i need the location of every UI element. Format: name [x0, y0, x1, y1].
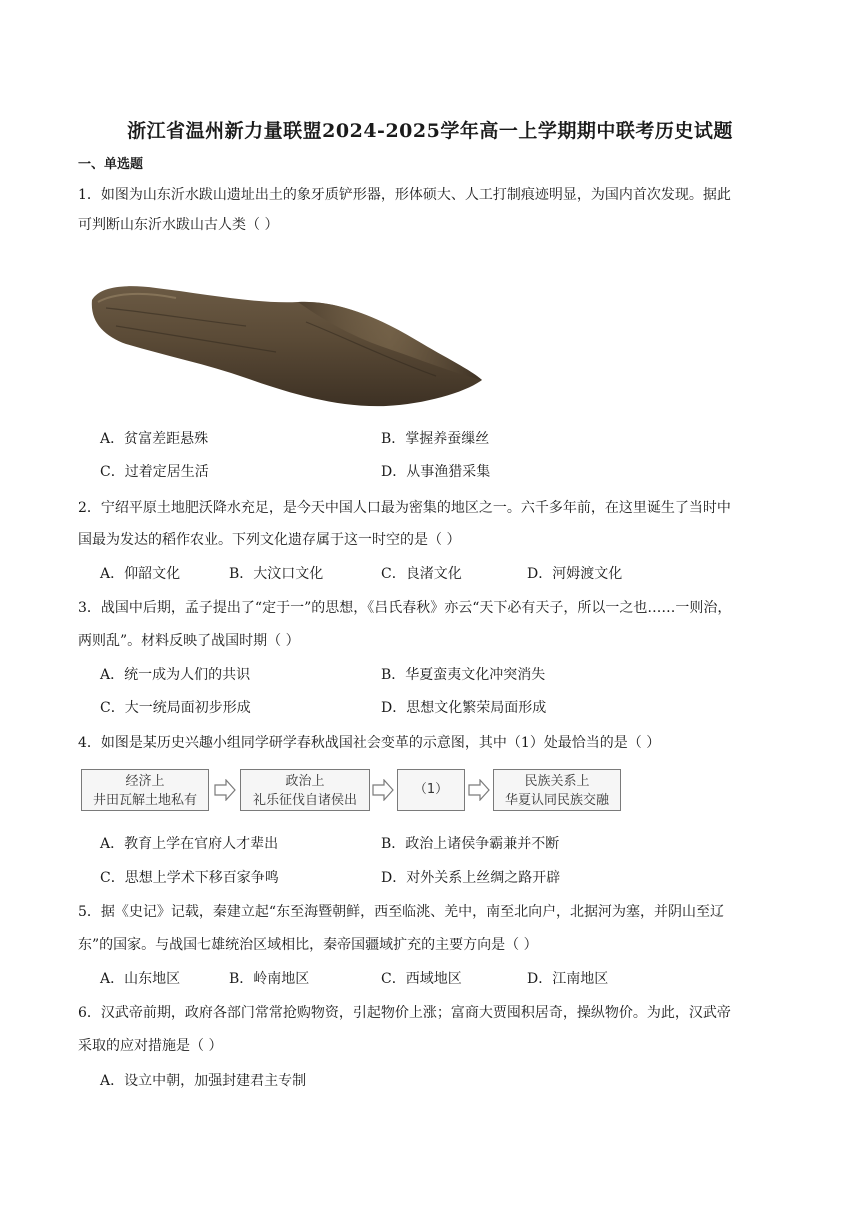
- q1-option-d: D．从事渔猎采集: [381, 464, 491, 480]
- q4-stem-line1: 4．如图是某历史兴趣小组同学研学春秋战国社会变革的示意图，其中（1）处最恰当的是（ ）: [78, 735, 661, 751]
- q4-option-c: C．思想上学术下移百家争鸣: [100, 870, 279, 886]
- q1-option-b: B．掌握养蚕缫丝: [381, 431, 490, 447]
- flow-box-blank: [397, 769, 465, 811]
- flow-box-ethnic: [493, 769, 621, 811]
- q2-option-b: B．大汶口文化: [229, 566, 324, 582]
- q3-option-c: C．大一统局面初步形成: [100, 700, 251, 716]
- q4-flow-diagram: [81, 769, 626, 813]
- q4-option-a: A．教育上学在官府人才辈出: [100, 836, 279, 852]
- q5-option-b: B．岭南地区: [229, 971, 310, 987]
- flow-box-ethnic-text: 华夏认同民族交融: [504, 793, 609, 808]
- q1-option-c: C．过着定居生活: [100, 464, 209, 480]
- ivory-spade-artifact-image: [86, 282, 486, 408]
- q3-stem-line2: 两则乱”。材料反映了战国时期（ ）: [78, 633, 300, 649]
- q2-option-c: C．良渚文化: [381, 566, 462, 582]
- flow-box-politics-title: 政治上: [285, 774, 325, 789]
- q1-option-a: A．贫富差距悬殊: [100, 431, 209, 447]
- flow-box-blank-label: （1）: [413, 782, 449, 797]
- flow-box-economy-title: 经济上: [125, 774, 165, 789]
- q1-stem-line2: 可判断山东沂水跋山古人类（ ）: [78, 217, 279, 233]
- flow-arrow-icon: [214, 779, 236, 801]
- q4-option-b: B．政治上诸侯争霸兼并不断: [381, 836, 560, 852]
- q6-stem-line2: 采取的应对措施是（ ）: [78, 1038, 223, 1054]
- q5-stem-line2: 东”的国家。与战国七雄统治区域相比，秦帝国疆域扩充的主要方向是（ ）: [78, 937, 538, 953]
- flow-arrow-icon: [372, 779, 394, 801]
- q3-option-d: D．思想文化繁荣局面形成: [381, 700, 547, 716]
- q4-option-d: D．对外关系上丝绸之路开辟: [381, 870, 561, 886]
- q3-option-b: B．华夏蛮夷文化冲突消失: [381, 667, 546, 683]
- flow-arrow-icon: [468, 779, 490, 801]
- section-heading: 一、单选题: [78, 157, 144, 172]
- q3-option-a: A．统一成为人们的共识: [100, 667, 251, 683]
- flow-box-economy: [81, 769, 209, 811]
- flow-box-ethnic-title: 民族关系上: [524, 774, 590, 789]
- q1-stem-line1: 1．如图为山东沂水跋山遗址出土的象牙质铲形器，形体硕大、人工打制痕迹明显，为国内首次发现。据此: [78, 187, 731, 203]
- flow-box-politics-text: 礼乐征伐自诸侯出: [252, 793, 357, 808]
- q6-option-a: A．设立中朝，加强封建君主专制: [100, 1073, 307, 1089]
- flow-box-economy-text: 井田瓦解土地私有: [92, 793, 197, 808]
- q3-stem-line1: 3．战国中后期，孟子提出了“定于一”的思想，《吕氏春秋》亦云“天下必有天子，所以一之也……一则治，: [78, 600, 732, 616]
- q2-option-a: A．仰韶文化: [100, 566, 181, 582]
- q2-option-d: D．河姆渡文化: [527, 566, 623, 582]
- flow-box-politics: [240, 769, 370, 811]
- q2-stem-line2: 国最为发达的稻作农业。下列文化遗存属于这一时空的是（ ）: [78, 532, 461, 548]
- exam-title: 浙江省温州新力量联盟2024-2025学年高一上学期期中联考历史试题: [127, 120, 733, 142]
- q5-option-c: C．西域地区: [381, 971, 462, 987]
- q6-stem-line1: 6．汉武帝前期，政府各部门常常抢购物资，引起物价上涨；富商大贾囤积居奇，操纵物价。为此，汉武帝: [78, 1005, 731, 1021]
- q5-stem-line1: 5．据《史记》记载，秦建立起“东至海暨朝鲜，西至临洮、羌中，南至北向户，北据河为塞，并阴山至辽: [78, 904, 725, 920]
- q5-option-d: D．江南地区: [527, 971, 609, 987]
- q5-option-a: A．山东地区: [100, 971, 181, 987]
- q2-stem-line1: 2．宁绍平原土地肥沃降水充足，是今天中国人口最为密集的地区之一。六千多年前，在这里诞生了当时中: [78, 500, 731, 516]
